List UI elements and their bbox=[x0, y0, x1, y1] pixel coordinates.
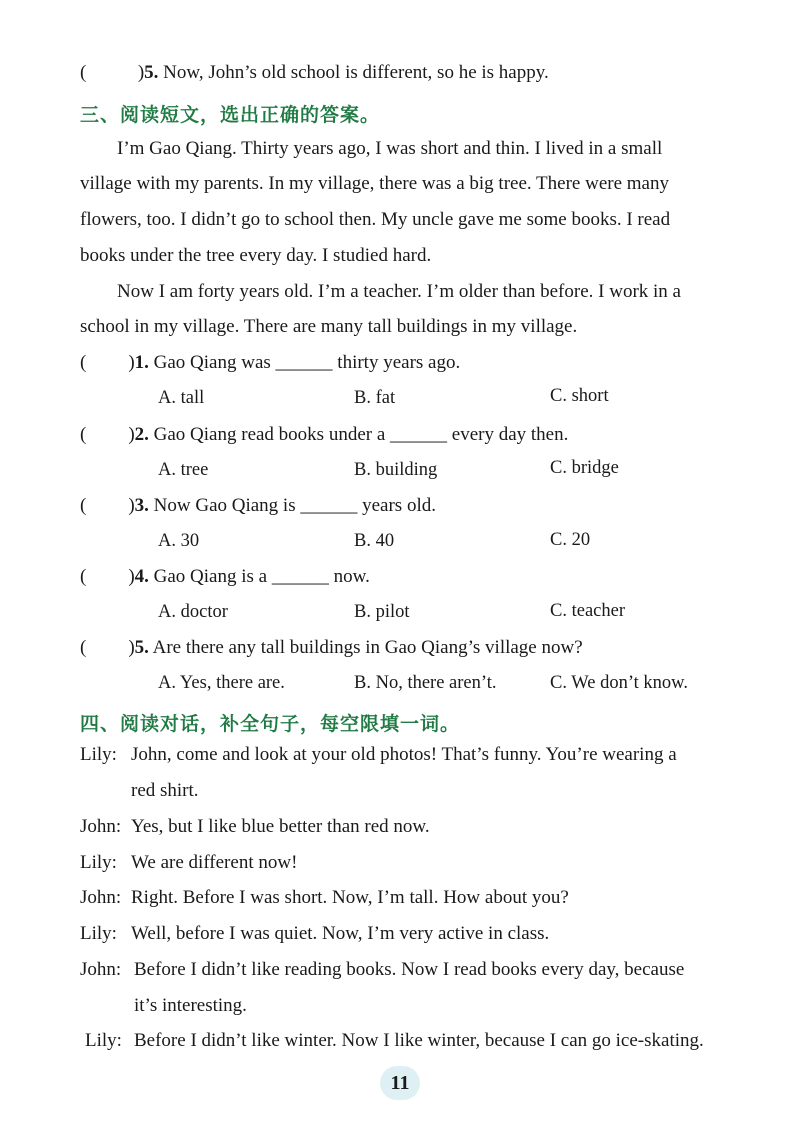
answer-paren-close: ) bbox=[128, 566, 135, 587]
question-text: Are there any tall buildings in Gao Qiang’s village now? bbox=[148, 637, 583, 658]
dialogue-line: John, come and look at your old photos! That’s funny. You’re wearing a bbox=[131, 744, 677, 765]
question-number: 4. bbox=[134, 566, 149, 587]
dialogue-speaker: John: bbox=[80, 959, 122, 980]
dialogue-line: Before I didn’t like winter. Now I like winter, because I can go ice-skating. bbox=[134, 1030, 704, 1051]
question-4 bbox=[80, 566, 370, 588]
option-b: B. building bbox=[354, 460, 438, 480]
section-3-heading: 三、阅读短文，选出正确的答案。 bbox=[80, 104, 381, 126]
passage-line: books under the tree every day. I studied hard. bbox=[80, 245, 432, 266]
option-b: B. pilot bbox=[354, 602, 410, 622]
answer-paren-open: ( bbox=[80, 495, 87, 516]
option-a: A. 30 bbox=[158, 531, 200, 551]
passage-line: school in my village. There are many tall buildings in my village. bbox=[80, 316, 578, 337]
question-5 bbox=[80, 637, 583, 659]
question-3 bbox=[80, 495, 436, 517]
answer-paren-close: ) bbox=[128, 352, 135, 373]
question-text: Gao Qiang was ______ thirty years ago. bbox=[148, 352, 461, 373]
option-c: C. bridge bbox=[550, 458, 619, 478]
page-number-badge bbox=[380, 1066, 420, 1100]
answer-paren-open: ( bbox=[80, 352, 87, 373]
dialogue-line: Yes, but I like blue better than red now. bbox=[131, 816, 430, 837]
option-c: C. teacher bbox=[550, 601, 625, 621]
page-number: 11 bbox=[390, 1071, 410, 1094]
dialogue-speaker: Lily: bbox=[85, 1030, 122, 1051]
option-b: B. No, there aren’t. bbox=[354, 673, 497, 693]
option-a: A. tree bbox=[158, 460, 209, 480]
section-4-heading: 四、阅读对话，补全句子，每空限填一词。 bbox=[80, 713, 461, 735]
passage-line: Now I am forty years old. I’m a teacher. I’m older than before. I work in a bbox=[117, 281, 681, 302]
dialogue-speaker: John: bbox=[80, 816, 122, 837]
answer-paren-close: ) bbox=[128, 637, 135, 658]
answer-paren-open: ( bbox=[80, 62, 87, 83]
dialogue-speaker: Lily: bbox=[80, 852, 117, 873]
answer-paren-close: ) bbox=[128, 424, 135, 445]
answer-paren-close: ) bbox=[137, 62, 145, 83]
dialogue-line: We are different now! bbox=[131, 852, 298, 873]
option-a: A. tall bbox=[158, 388, 205, 408]
option-a: A. doctor bbox=[158, 602, 228, 622]
passage-line: flowers, too. I didn’t go to school then. My uncle gave me some books. I read bbox=[80, 209, 671, 230]
dialogue-line: Right. Before I was short. Now, I’m tall. How about you? bbox=[131, 887, 569, 908]
option-b: B. fat bbox=[354, 388, 396, 408]
option-c: C. 20 bbox=[550, 530, 591, 550]
option-b: B. 40 bbox=[354, 531, 395, 551]
question-text: Gao Qiang read books under a ______ every day then. bbox=[148, 424, 569, 445]
question-number: 1. bbox=[134, 352, 149, 373]
question-text: Now, John’s old school is different, so he is happy. bbox=[158, 62, 549, 83]
option-a: A. Yes, there are. bbox=[158, 673, 285, 693]
top-item-5 bbox=[80, 62, 549, 84]
answer-paren-close: ) bbox=[128, 495, 135, 516]
dialogue-speaker: Lily: bbox=[80, 923, 117, 944]
question-number: 5. bbox=[144, 62, 159, 83]
dialogue-line: red shirt. bbox=[131, 780, 199, 801]
passage-line: village with my parents. In my village, there was a big tree. There were many bbox=[80, 173, 669, 194]
answer-paren-open: ( bbox=[80, 566, 87, 587]
question-number: 2. bbox=[134, 424, 149, 445]
answer-paren-open: ( bbox=[80, 637, 87, 658]
question-2 bbox=[80, 424, 568, 446]
question-number: 3. bbox=[134, 495, 149, 516]
option-c: C. We don’t know. bbox=[550, 673, 688, 693]
answer-paren-open: ( bbox=[80, 424, 87, 445]
dialogue-speaker: John: bbox=[80, 887, 122, 908]
dialogue-line: Before I didn’t like reading books. Now I read books every day, because bbox=[134, 959, 685, 980]
dialogue-line: Well, before I was quiet. Now, I’m very active in class. bbox=[131, 923, 550, 944]
dialogue-speaker: Lily: bbox=[80, 744, 117, 765]
question-text: Gao Qiang is a ______ now. bbox=[148, 566, 370, 587]
dialogue-line: it’s interesting. bbox=[134, 995, 247, 1016]
passage-line: I’m Gao Qiang. Thirty years ago, I was short and thin. I lived in a small bbox=[117, 138, 663, 159]
question-text: Now Gao Qiang is ______ years old. bbox=[148, 495, 436, 516]
question-1 bbox=[80, 352, 460, 374]
option-c: C. short bbox=[550, 386, 609, 406]
question-number: 5. bbox=[134, 637, 149, 658]
